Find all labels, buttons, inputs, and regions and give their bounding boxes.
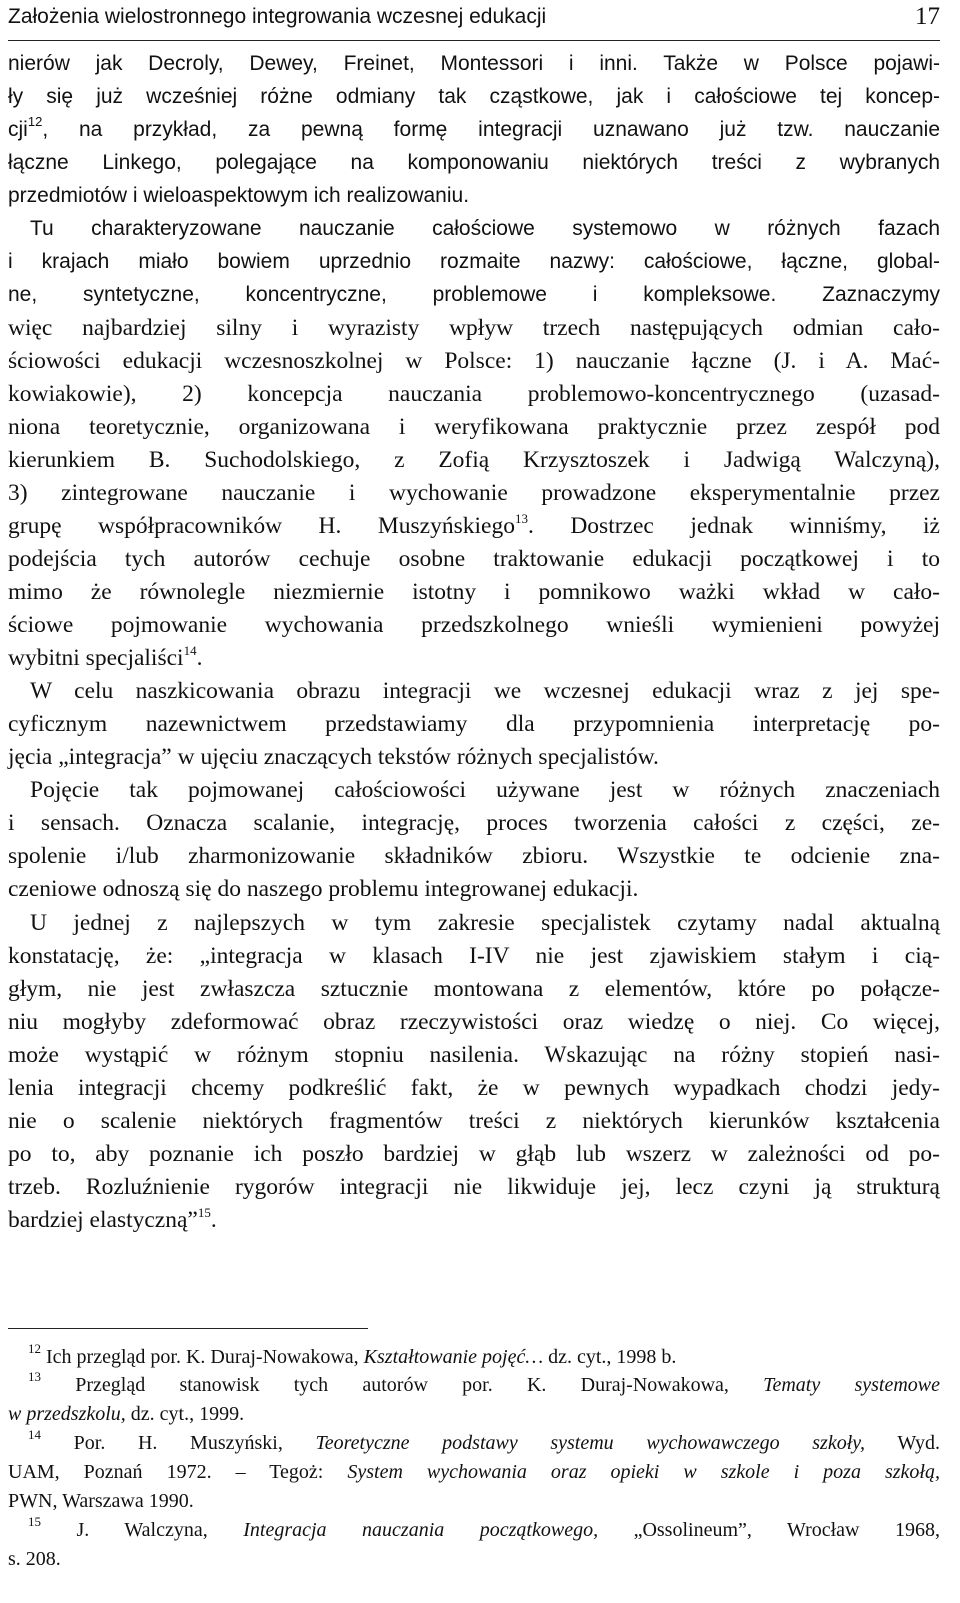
p1-line-4: łączne Linkego, polegające na komponowaniu niektórych treści z wybranych: [8, 151, 940, 174]
p4-line-2: i sensach. Oznacza scalanie, integrację, proces tworzenia całości z części, ze-: [8, 810, 940, 836]
footnote-15-title: Integracja nauczania początkowego,: [243, 1519, 599, 1541]
p2-line-14: [8, 645, 940, 672]
p1-line-1: nierów jak Decroly, Dewey, Freinet, Montessori i inni. Także w Polsce pojawi-: [8, 52, 940, 75]
footnote-14-line-3: PWN, Warszawa 1990.: [8, 1490, 194, 1512]
p1-line-3: [8, 114, 940, 142]
p2-line-10-b: . Dostrzec jednak winniśmy, iż: [527, 513, 940, 539]
page-number: 17: [915, 3, 940, 30]
p1-line-3-prefix: cji: [8, 118, 28, 141]
p2-line-13: ściowe pojmowanie wychowania przedszkolnego wnieśli wymienieni powyżej: [8, 612, 940, 638]
footnote-15-number: 15: [28, 1514, 41, 1529]
p5-line-4: niu mogłyby zdeformować obraz rzeczywistości oraz wiedzę o niej. Co więcej,: [8, 1009, 940, 1035]
footnote-ref-14: 14: [183, 643, 197, 658]
p2-line-3: ne, syntetyczne, koncentryczne, problemowe i kompleksowe. Zaznaczymy: [8, 283, 940, 306]
p2-line-8: kierunkiem B. Suchodolskiego, z Zofią Krzysztoszek i Jadwigą Walczyną),: [8, 447, 940, 473]
footnote-14-line-2: [8, 1461, 940, 1484]
p2-line-1: Tu charakteryzowane nauczanie całościowe systemowo w różnych fazach: [30, 217, 940, 240]
p2-line-7: niona teoretycznie, organizowana i weryfikowana praktycznie przez zespół pod: [8, 414, 940, 440]
p5-line-5: może wystąpić w różnym stopniu nasilenia. Wskazując na różny stopień nasi-: [8, 1042, 940, 1068]
p2-line-6: kowiakowie), 2) koncepcja nauczania problemowo-koncentrycznego (uzasad-: [8, 381, 940, 407]
p5-line-9: trzeb. Rozluźnienie rygorów integracji nie likwiduje jej, lecz czyni ją strukturą: [8, 1174, 940, 1200]
p5-line-2: konstatację, że: „integracja w klasach I-IV nie jest zjawiskiem stałym i cią-: [8, 943, 940, 969]
p2-line-12: mimo że równolegle niezmiernie istotny i pomnikowo ważki wkład w cało-: [8, 579, 940, 605]
footnote-14-place: UAM, Poznań 1972. – Tegoż:: [8, 1461, 348, 1483]
p5-line-1: U jednej z najlepszych w tym zakresie specjalistek czytamy nadal aktualną: [30, 910, 940, 936]
p4-line-4: czeniowe odnoszą się do naszego problemu integrowanej edukacji.: [8, 876, 639, 902]
footnote-12-text: Ich przegląd por. K. Duraj-Nowakowa,: [41, 1346, 364, 1368]
footnote-13-number: 13: [28, 1369, 41, 1384]
footnote-12: [8, 1341, 940, 1369]
footnote-14-text: Por. H. Muszyński,: [41, 1432, 316, 1454]
footnote-13-text: Przegląd stanowisk tych autorów por. K. Duraj-Nowakowa,: [41, 1374, 764, 1396]
p3-line-1: W celu naszkicowania obrazu integracji we wczesnej edukacji wraz z jej spe-: [30, 678, 940, 704]
p4-line-3: spolenie i/lub zharmonizowanie składników zbioru. Wszystkie te odcienie zna-: [8, 843, 940, 869]
p5-line-7: nie o scalenie niektórych fragmentów treści z niektórych kierunków kształcenia: [8, 1108, 940, 1134]
p2-line-2: i krajach miało bowiem uprzednio rozmaite nazwy: całościowe, łączne, global-: [8, 250, 940, 273]
footnote-14-title-a: Teoretyczne podstawy systemu wychowawczego szkoły,: [315, 1432, 866, 1454]
footnote-13-line-2: [8, 1403, 940, 1426]
footnote-13-line-1: [8, 1369, 940, 1397]
footnote-ref-13: 13: [514, 511, 528, 526]
p2-line-14-b: .: [196, 645, 203, 671]
footnote-ref-12: 12: [27, 114, 43, 129]
p5-line-10-a: bardziej elastyczną”: [8, 1207, 198, 1233]
footnote-15-line-2: s. 208.: [8, 1548, 61, 1570]
footnote-12-title: Kształtowanie pojęć…: [363, 1346, 544, 1368]
p2-line-14-a: wybitni specjaliści: [8, 645, 184, 671]
footnote-13-tail: dz. cyt., 1999.: [125, 1403, 245, 1425]
p2-line-11: podejścia tych autorów cechuje osobne traktowanie edukacji początkowej i to: [8, 546, 940, 572]
p5-line-10-b: .: [210, 1207, 217, 1233]
footnote-14-line-1: [8, 1427, 941, 1455]
p2-line-10-a: grupę współpracowników H. Muszyńskiego: [8, 513, 515, 539]
footnote-14-number: 14: [28, 1427, 41, 1442]
p2-line-5: ściowości edukacji wczesnoszkolnej w Polsce: 1) nauczanie łączne (J. i A. Mać-: [8, 348, 940, 374]
footnote-13-title-a: Tematy systemowe: [763, 1374, 940, 1396]
p1-line-2: ły się już wcześniej różne odmiany tak cząstkowe, jak i całościowe tej koncep-: [8, 85, 940, 108]
p1-line-5: przedmiotów i wieloaspektowym ich realizowaniu.: [8, 184, 470, 207]
footnote-separator: [8, 1328, 368, 1329]
p5-line-3: głym, nie jest zwłaszcza sztucznie montowana z elementów, które po połącze-: [8, 976, 940, 1002]
footnote-14-publisher-a: Wyd.: [865, 1432, 941, 1454]
footnote-12-number: 12: [28, 1341, 41, 1356]
p5-line-6: lenia integracji chcemy podkreślić fakt, że w pewnych wypadkach chodzi jedy-: [8, 1075, 940, 1101]
p2-line-10: [8, 513, 940, 540]
footnote-14-title-b: System wychowania oraz opieki w szkole i poza szkołą,: [347, 1461, 940, 1483]
p2-line-9: 3) zintegrowane nauczanie i wychowanie prowadzone eksperymentalnie przez: [8, 480, 940, 506]
header-title: Założenia wielostronnego integrowania wczesnej edukacji: [8, 5, 547, 28]
footnote-12-tail: dz. cyt., 1998 b.: [543, 1346, 677, 1368]
p3-line-2: cyficznym nazewnictwem przedstawiamy dla przypomnienia interpretację po-: [8, 711, 940, 737]
p4-line-1: Pojęcie tak pojmowanej całościowości używane jest w różnych znaczeniach: [30, 777, 940, 803]
footnote-13-title-b: w przedszkolu,: [8, 1403, 126, 1425]
p3-line-3: jęcia „integracja” w ujęciu znaczących tekstów różnych specjalistów.: [8, 744, 659, 770]
running-header: [8, 0, 940, 41]
footnote-15-publisher: „Ossolineum”, Wrocław 1968,: [598, 1519, 940, 1541]
p1-line-3-rest: , na przykład, za pewną formę integracji uznawano już tzw. nauczanie: [42, 118, 940, 141]
footnote-ref-15: 15: [197, 1205, 211, 1220]
footnote-15-text: J. Walczyna,: [41, 1519, 244, 1541]
p5-line-10: [8, 1207, 940, 1234]
p2-line-4: więc najbardziej silny i wyrazisty wpływ trzech następujących odmian cało-: [8, 315, 940, 341]
footnote-15-line-1: [8, 1514, 940, 1542]
p5-line-8: po to, aby poznanie ich poszło bardziej w głąb lub wszerz w zależności od po-: [8, 1141, 940, 1167]
